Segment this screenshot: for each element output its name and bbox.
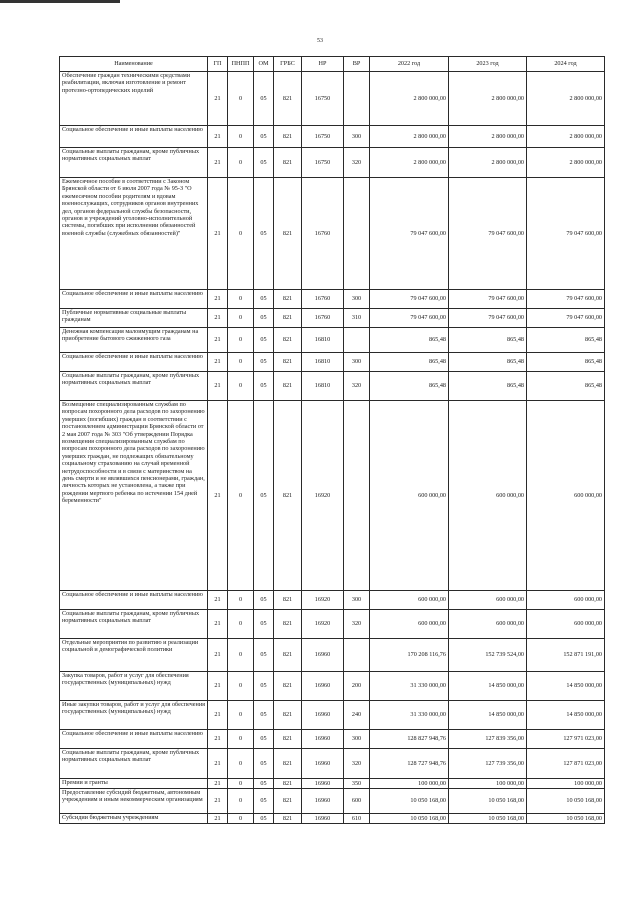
cell-y2022: 865,48 bbox=[370, 353, 449, 372]
cell-nr: 16960 bbox=[302, 672, 344, 701]
cell-pnpp: 0 bbox=[228, 148, 254, 178]
cell-y2024: 865,48 bbox=[527, 353, 605, 372]
cell-grbs: 821 bbox=[274, 353, 302, 372]
cell-grbs: 821 bbox=[274, 178, 302, 290]
cell-nr: 16920 bbox=[302, 610, 344, 639]
table-row bbox=[60, 290, 605, 309]
cell-nr: 16750 bbox=[302, 148, 344, 178]
cell-om: 05 bbox=[254, 72, 274, 126]
cell-name: Предоставление субсидий бюджетным, автономным учреждениям и иным некоммерческим организациям bbox=[60, 789, 208, 814]
cell-grbs: 821 bbox=[274, 701, 302, 730]
table-row bbox=[60, 148, 605, 178]
cell-name: Обеспечение граждан техническими средствами реабилитации, включая изготовление и ремонт протезно-ортопедических изделий bbox=[60, 72, 208, 126]
cell-grbs: 821 bbox=[274, 591, 302, 610]
header-grbs: ГРБС bbox=[274, 57, 302, 72]
cell-om: 05 bbox=[254, 126, 274, 148]
cell-name: Закупка товаров, работ и услуг для обеспечения государственных (муниципальных) нужд bbox=[60, 672, 208, 701]
cell-gp: 21 bbox=[208, 789, 228, 814]
cell-grbs: 821 bbox=[274, 290, 302, 309]
cell-y2024: 79 047 600,00 bbox=[527, 309, 605, 328]
cell-nr: 16760 bbox=[302, 290, 344, 309]
cell-vr bbox=[344, 72, 370, 126]
cell-vr: 350 bbox=[344, 779, 370, 789]
cell-y2022: 865,48 bbox=[370, 372, 449, 401]
cell-y2022: 170 208 116,76 bbox=[370, 639, 449, 672]
cell-y2023: 79 047 600,00 bbox=[449, 309, 527, 328]
cell-gp: 21 bbox=[208, 779, 228, 789]
cell-y2022: 31 330 000,00 bbox=[370, 701, 449, 730]
cell-name: Социальное обеспечение и иные выплаты населению bbox=[60, 591, 208, 610]
cell-y2023: 600 000,00 bbox=[449, 401, 527, 591]
cell-nr: 16960 bbox=[302, 749, 344, 779]
cell-om: 05 bbox=[254, 401, 274, 591]
cell-y2023: 152 739 524,00 bbox=[449, 639, 527, 672]
cell-name: Отдельные мероприятия по развитию и реализации социальной и демографической политики bbox=[60, 639, 208, 672]
cell-pnpp: 0 bbox=[228, 126, 254, 148]
cell-pnpp: 0 bbox=[228, 353, 254, 372]
cell-y2022: 600 000,00 bbox=[370, 401, 449, 591]
cell-y2023: 600 000,00 bbox=[449, 610, 527, 639]
cell-y2022: 128 727 948,76 bbox=[370, 749, 449, 779]
cell-gp: 21 bbox=[208, 290, 228, 309]
cell-y2022: 10 050 168,00 bbox=[370, 789, 449, 814]
cell-y2024: 865,48 bbox=[527, 328, 605, 353]
cell-y2023: 865,48 bbox=[449, 372, 527, 401]
cell-y2024: 865,48 bbox=[527, 372, 605, 401]
cell-om: 05 bbox=[254, 730, 274, 749]
header-om: ОМ bbox=[254, 57, 274, 72]
cell-vr: 300 bbox=[344, 126, 370, 148]
cell-y2024: 600 000,00 bbox=[527, 591, 605, 610]
cell-y2024: 2 800 000,00 bbox=[527, 148, 605, 178]
cell-gp: 21 bbox=[208, 309, 228, 328]
table-row bbox=[60, 701, 605, 730]
cell-vr bbox=[344, 401, 370, 591]
cell-nr: 16960 bbox=[302, 779, 344, 789]
cell-pnpp: 0 bbox=[228, 672, 254, 701]
cell-om: 05 bbox=[254, 672, 274, 701]
cell-name: Ежемесячное пособие в соответствии с Законом Брянской области от 6 июля 2007 года № 95-З "О ежемесячном пособии родителям и вдовам военнослужащих, сотрудников органов внутренних дел, органов федеральной службы безопасности, органов и учреждений уголовно-исполнительной системы, погибших при исполнении обязанностей военной службы (служебных обязанностей)" bbox=[60, 178, 208, 290]
cell-y2022: 600 000,00 bbox=[370, 591, 449, 610]
cell-grbs: 821 bbox=[274, 639, 302, 672]
table-row bbox=[60, 639, 605, 672]
cell-nr: 16960 bbox=[302, 701, 344, 730]
cell-y2024: 600 000,00 bbox=[527, 401, 605, 591]
cell-y2022: 128 827 948,76 bbox=[370, 730, 449, 749]
cell-nr: 16960 bbox=[302, 814, 344, 824]
cell-nr: 16750 bbox=[302, 72, 344, 126]
cell-y2024: 127 871 023,00 bbox=[527, 749, 605, 779]
cell-name: Социальное обеспечение и иные выплаты населению bbox=[60, 730, 208, 749]
cell-y2023: 10 050 168,00 bbox=[449, 814, 527, 824]
cell-pnpp: 0 bbox=[228, 814, 254, 824]
cell-gp: 21 bbox=[208, 639, 228, 672]
header-2023: 2023 год bbox=[449, 57, 527, 72]
cell-gp: 21 bbox=[208, 701, 228, 730]
cell-pnpp: 0 bbox=[228, 749, 254, 779]
cell-y2023: 600 000,00 bbox=[449, 591, 527, 610]
table-row bbox=[60, 328, 605, 353]
cell-grbs: 821 bbox=[274, 789, 302, 814]
cell-gp: 21 bbox=[208, 148, 228, 178]
cell-vr bbox=[344, 328, 370, 353]
table-row bbox=[60, 372, 605, 401]
cell-om: 05 bbox=[254, 372, 274, 401]
cell-pnpp: 0 bbox=[228, 730, 254, 749]
cell-name: Социальные выплаты гражданам, кроме публичных нормативных социальных выплат bbox=[60, 610, 208, 639]
cell-grbs: 821 bbox=[274, 610, 302, 639]
cell-y2023: 10 050 168,00 bbox=[449, 789, 527, 814]
table-row bbox=[60, 779, 605, 789]
cell-y2023: 127 839 356,00 bbox=[449, 730, 527, 749]
budget-table bbox=[59, 56, 605, 824]
cell-vr: 240 bbox=[344, 701, 370, 730]
cell-om: 05 bbox=[254, 290, 274, 309]
cell-pnpp: 0 bbox=[228, 372, 254, 401]
cell-vr: 300 bbox=[344, 353, 370, 372]
cell-y2023: 865,48 bbox=[449, 353, 527, 372]
cell-om: 05 bbox=[254, 178, 274, 290]
header-2024: 2024 год bbox=[527, 57, 605, 72]
cell-pnpp: 0 bbox=[228, 610, 254, 639]
cell-vr: 320 bbox=[344, 749, 370, 779]
cell-y2023: 2 800 000,00 bbox=[449, 148, 527, 178]
cell-nr: 16810 bbox=[302, 372, 344, 401]
cell-om: 05 bbox=[254, 610, 274, 639]
cell-vr: 300 bbox=[344, 730, 370, 749]
cell-grbs: 821 bbox=[274, 72, 302, 126]
cell-y2022: 79 047 600,00 bbox=[370, 309, 449, 328]
cell-vr: 320 bbox=[344, 372, 370, 401]
table-row bbox=[60, 610, 605, 639]
cell-name: Денежная компенсация малоимущим гражданам на приобретение бытового сжиженного газа bbox=[60, 328, 208, 353]
table-row bbox=[60, 749, 605, 779]
cell-y2023: 14 850 000,00 bbox=[449, 672, 527, 701]
table-row bbox=[60, 353, 605, 372]
cell-grbs: 821 bbox=[274, 372, 302, 401]
table-row bbox=[60, 126, 605, 148]
table-row bbox=[60, 178, 605, 290]
table-row bbox=[60, 401, 605, 591]
cell-vr: 320 bbox=[344, 148, 370, 178]
cell-y2022: 79 047 600,00 bbox=[370, 178, 449, 290]
cell-name: Премии и гранты bbox=[60, 779, 208, 789]
cell-pnpp: 0 bbox=[228, 639, 254, 672]
page-number: 53 bbox=[317, 38, 323, 44]
cell-vr: 300 bbox=[344, 591, 370, 610]
cell-y2024: 79 047 600,00 bbox=[527, 290, 605, 309]
cell-nr: 16810 bbox=[302, 328, 344, 353]
table-row bbox=[60, 72, 605, 126]
cell-grbs: 821 bbox=[274, 401, 302, 591]
cell-y2023: 865,48 bbox=[449, 328, 527, 353]
cell-vr: 200 bbox=[344, 672, 370, 701]
cell-name: Возмещение специализированным службам по вопросам похоронного дела расходов по захоронению умерших (погибших) граждан в соответствии с постановлением администрации Брянской области от 2 мая 2007 года № 303 "Об утверждении Порядка возмещения специализированным службам по вопросам похоронного дела расходов по захоронению умерших граждан, не подлежащих обязательному социальному страхованию на случай временной нетрудоспособности и в связи с материнством на день смерти и не являвшихся пенсионерами, граждан, личность которых не установлена, а также при рождении мертвого ребенка по истечении 154 дней беременности" bbox=[60, 401, 208, 591]
table-row bbox=[60, 591, 605, 610]
cell-vr bbox=[344, 639, 370, 672]
cell-gp: 21 bbox=[208, 401, 228, 591]
table-row bbox=[60, 309, 605, 328]
cell-nr: 16920 bbox=[302, 401, 344, 591]
cell-y2022: 865,48 bbox=[370, 328, 449, 353]
table-row bbox=[60, 730, 605, 749]
cell-nr: 16760 bbox=[302, 309, 344, 328]
cell-om: 05 bbox=[254, 309, 274, 328]
cell-y2023: 100 000,00 bbox=[449, 779, 527, 789]
header-pnpp: ПНПП bbox=[228, 57, 254, 72]
cell-om: 05 bbox=[254, 814, 274, 824]
cell-om: 05 bbox=[254, 701, 274, 730]
cell-pnpp: 0 bbox=[228, 591, 254, 610]
cell-name: Субсидии бюджетным учреждениям bbox=[60, 814, 208, 824]
cell-gp: 21 bbox=[208, 749, 228, 779]
cell-grbs: 821 bbox=[274, 814, 302, 824]
table-header bbox=[60, 57, 605, 72]
cell-y2023: 2 800 000,00 bbox=[449, 72, 527, 126]
cell-y2024: 127 971 023,00 bbox=[527, 730, 605, 749]
cell-gp: 21 bbox=[208, 672, 228, 701]
cell-pnpp: 0 bbox=[228, 309, 254, 328]
cell-vr: 610 bbox=[344, 814, 370, 824]
cell-pnpp: 0 bbox=[228, 72, 254, 126]
cell-name: Социальные выплаты гражданам, кроме публичных нормативных социальных выплат bbox=[60, 372, 208, 401]
cell-grbs: 821 bbox=[274, 328, 302, 353]
cell-nr: 16920 bbox=[302, 591, 344, 610]
cell-y2024: 10 050 168,00 bbox=[527, 789, 605, 814]
cell-pnpp: 0 bbox=[228, 789, 254, 814]
cell-om: 05 bbox=[254, 749, 274, 779]
table-body bbox=[60, 72, 605, 824]
cell-name: Социальное обеспечение и иные выплаты населению bbox=[60, 290, 208, 309]
cell-om: 05 bbox=[254, 353, 274, 372]
cell-grbs: 821 bbox=[274, 672, 302, 701]
cell-name: Социальное обеспечение и иные выплаты населению bbox=[60, 126, 208, 148]
table-row bbox=[60, 789, 605, 814]
cell-y2024: 600 000,00 bbox=[527, 610, 605, 639]
cell-y2022: 79 047 600,00 bbox=[370, 290, 449, 309]
header-name: Наименование bbox=[60, 57, 208, 72]
cell-name: Социальные выплаты гражданам, кроме публичных нормативных социальных выплат bbox=[60, 749, 208, 779]
header-row bbox=[60, 57, 605, 72]
cell-om: 05 bbox=[254, 328, 274, 353]
table-row bbox=[60, 672, 605, 701]
cell-y2023: 2 800 000,00 bbox=[449, 126, 527, 148]
cell-grbs: 821 bbox=[274, 126, 302, 148]
cell-om: 05 bbox=[254, 591, 274, 610]
cell-om: 05 bbox=[254, 789, 274, 814]
cell-pnpp: 0 bbox=[228, 701, 254, 730]
cell-vr: 300 bbox=[344, 290, 370, 309]
cell-grbs: 821 bbox=[274, 148, 302, 178]
cell-om: 05 bbox=[254, 148, 274, 178]
cell-gp: 21 bbox=[208, 72, 228, 126]
cell-gp: 21 bbox=[208, 372, 228, 401]
cell-gp: 21 bbox=[208, 730, 228, 749]
cell-y2023: 127 739 356,00 bbox=[449, 749, 527, 779]
cell-gp: 21 bbox=[208, 610, 228, 639]
cell-om: 05 bbox=[254, 779, 274, 789]
cell-y2023: 14 850 000,00 bbox=[449, 701, 527, 730]
cell-pnpp: 0 bbox=[228, 290, 254, 309]
header-vr: ВР bbox=[344, 57, 370, 72]
cell-vr: 600 bbox=[344, 789, 370, 814]
cell-y2024: 100 000,00 bbox=[527, 779, 605, 789]
cell-gp: 21 bbox=[208, 178, 228, 290]
cell-nr: 16960 bbox=[302, 730, 344, 749]
cell-y2022: 2 800 000,00 bbox=[370, 148, 449, 178]
cell-name: Иные закупки товаров, работ и услуг для обеспечения государственных (муниципальных) нужд bbox=[60, 701, 208, 730]
cell-grbs: 821 bbox=[274, 779, 302, 789]
cell-pnpp: 0 bbox=[228, 328, 254, 353]
cell-grbs: 821 bbox=[274, 749, 302, 779]
cell-nr: 16960 bbox=[302, 789, 344, 814]
cell-pnpp: 0 bbox=[228, 779, 254, 789]
cell-nr: 16810 bbox=[302, 353, 344, 372]
header-2022: 2022 год bbox=[370, 57, 449, 72]
cell-y2024: 14 850 000,00 bbox=[527, 672, 605, 701]
cell-gp: 21 bbox=[208, 126, 228, 148]
cell-nr: 16960 bbox=[302, 639, 344, 672]
cell-nr: 16760 bbox=[302, 178, 344, 290]
cell-y2024: 2 800 000,00 bbox=[527, 126, 605, 148]
cell-y2022: 100 000,00 bbox=[370, 779, 449, 789]
cell-y2022: 600 000,00 bbox=[370, 610, 449, 639]
cell-name: Публичные нормативные социальные выплаты гражданам bbox=[60, 309, 208, 328]
cell-vr: 320 bbox=[344, 610, 370, 639]
cell-name: Социальные выплаты гражданам, кроме публичных нормативных социальных выплат bbox=[60, 148, 208, 178]
cell-pnpp: 0 bbox=[228, 178, 254, 290]
cell-y2023: 79 047 600,00 bbox=[449, 178, 527, 290]
scan-artifact-line bbox=[0, 0, 120, 3]
cell-gp: 21 bbox=[208, 591, 228, 610]
cell-y2022: 2 800 000,00 bbox=[370, 126, 449, 148]
cell-y2024: 10 050 168,00 bbox=[527, 814, 605, 824]
cell-y2024: 79 047 600,00 bbox=[527, 178, 605, 290]
cell-y2024: 14 850 000,00 bbox=[527, 701, 605, 730]
cell-gp: 21 bbox=[208, 328, 228, 353]
cell-vr: 310 bbox=[344, 309, 370, 328]
cell-gp: 21 bbox=[208, 814, 228, 824]
cell-pnpp: 0 bbox=[228, 401, 254, 591]
cell-grbs: 821 bbox=[274, 730, 302, 749]
cell-vr bbox=[344, 178, 370, 290]
header-nr: НР bbox=[302, 57, 344, 72]
cell-gp: 21 bbox=[208, 353, 228, 372]
cell-y2024: 152 871 191,00 bbox=[527, 639, 605, 672]
cell-name: Социальное обеспечение и иные выплаты населению bbox=[60, 353, 208, 372]
cell-nr: 16750 bbox=[302, 126, 344, 148]
cell-y2022: 31 330 000,00 bbox=[370, 672, 449, 701]
cell-y2022: 10 050 168,00 bbox=[370, 814, 449, 824]
cell-grbs: 821 bbox=[274, 309, 302, 328]
cell-y2024: 2 800 000,00 bbox=[527, 72, 605, 126]
header-gp: ГП bbox=[208, 57, 228, 72]
cell-om: 05 bbox=[254, 639, 274, 672]
cell-y2023: 79 047 600,00 bbox=[449, 290, 527, 309]
table-row bbox=[60, 814, 605, 824]
cell-y2022: 2 800 000,00 bbox=[370, 72, 449, 126]
